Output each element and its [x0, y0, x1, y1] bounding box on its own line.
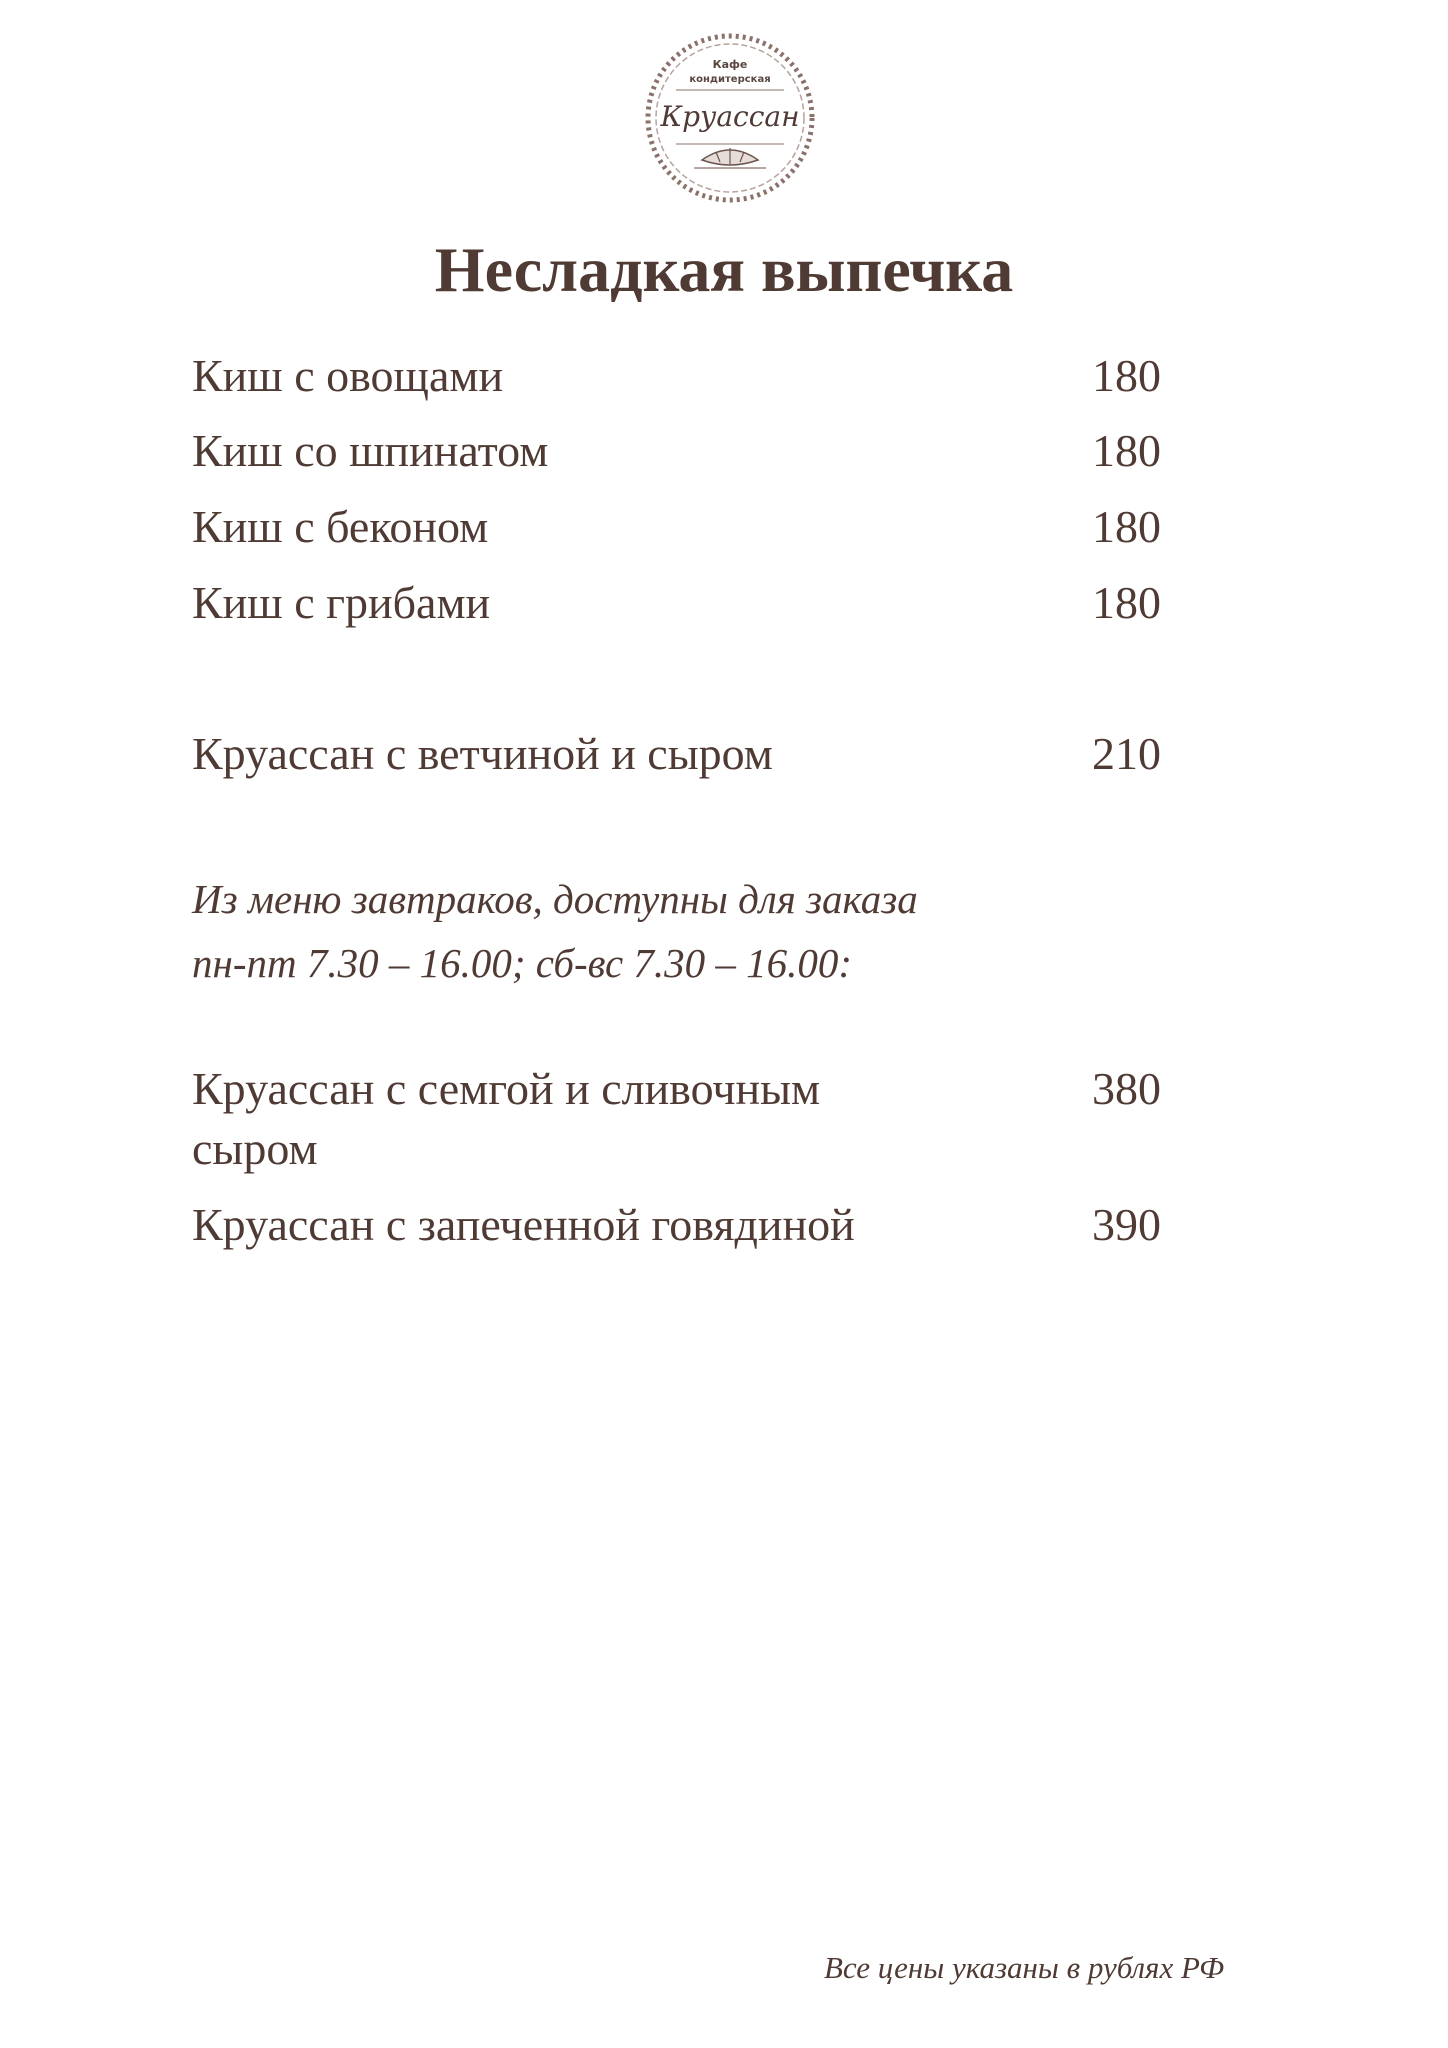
logo-line1: Кафе — [712, 58, 748, 71]
page-title: Несладкая выпечка — [434, 234, 1014, 305]
item-name: Киш с грибами — [192, 577, 491, 628]
prices-footnote: Все цены указаны в рублях РФ — [824, 1950, 1225, 1985]
breakfast-note-line1: Из меню завтраков, доступны для заказа — [192, 876, 918, 922]
item-name: Круассан с запеченной говядиной — [192, 1199, 855, 1250]
item-price: 210 — [1092, 728, 1161, 779]
item-name: Киш с беконом — [192, 501, 489, 552]
logo-line2: кондитерская — [689, 74, 771, 85]
item-name: Киш с овощами — [192, 350, 504, 401]
breakfast-note-line2: пн-пт 7.30 – 16.00; сб-вс 7.30 – 16.00: — [192, 940, 853, 986]
item-price: 380 — [1092, 1063, 1161, 1114]
cafe-logo — [640, 24, 820, 212]
logo-name: Круассан — [660, 100, 800, 133]
item-price: 180 — [1092, 577, 1161, 628]
item-name: Круассан с семгой и сливочным сыром — [192, 1063, 821, 1174]
item-price: 180 — [1092, 350, 1161, 401]
item-price: 180 — [1092, 425, 1161, 476]
item-price: 180 — [1092, 501, 1161, 552]
item-name: Киш со шпинатом — [192, 425, 549, 476]
item-name: Круассан с ветчиной и сыром — [192, 728, 773, 779]
item-price: 390 — [1092, 1199, 1161, 1250]
